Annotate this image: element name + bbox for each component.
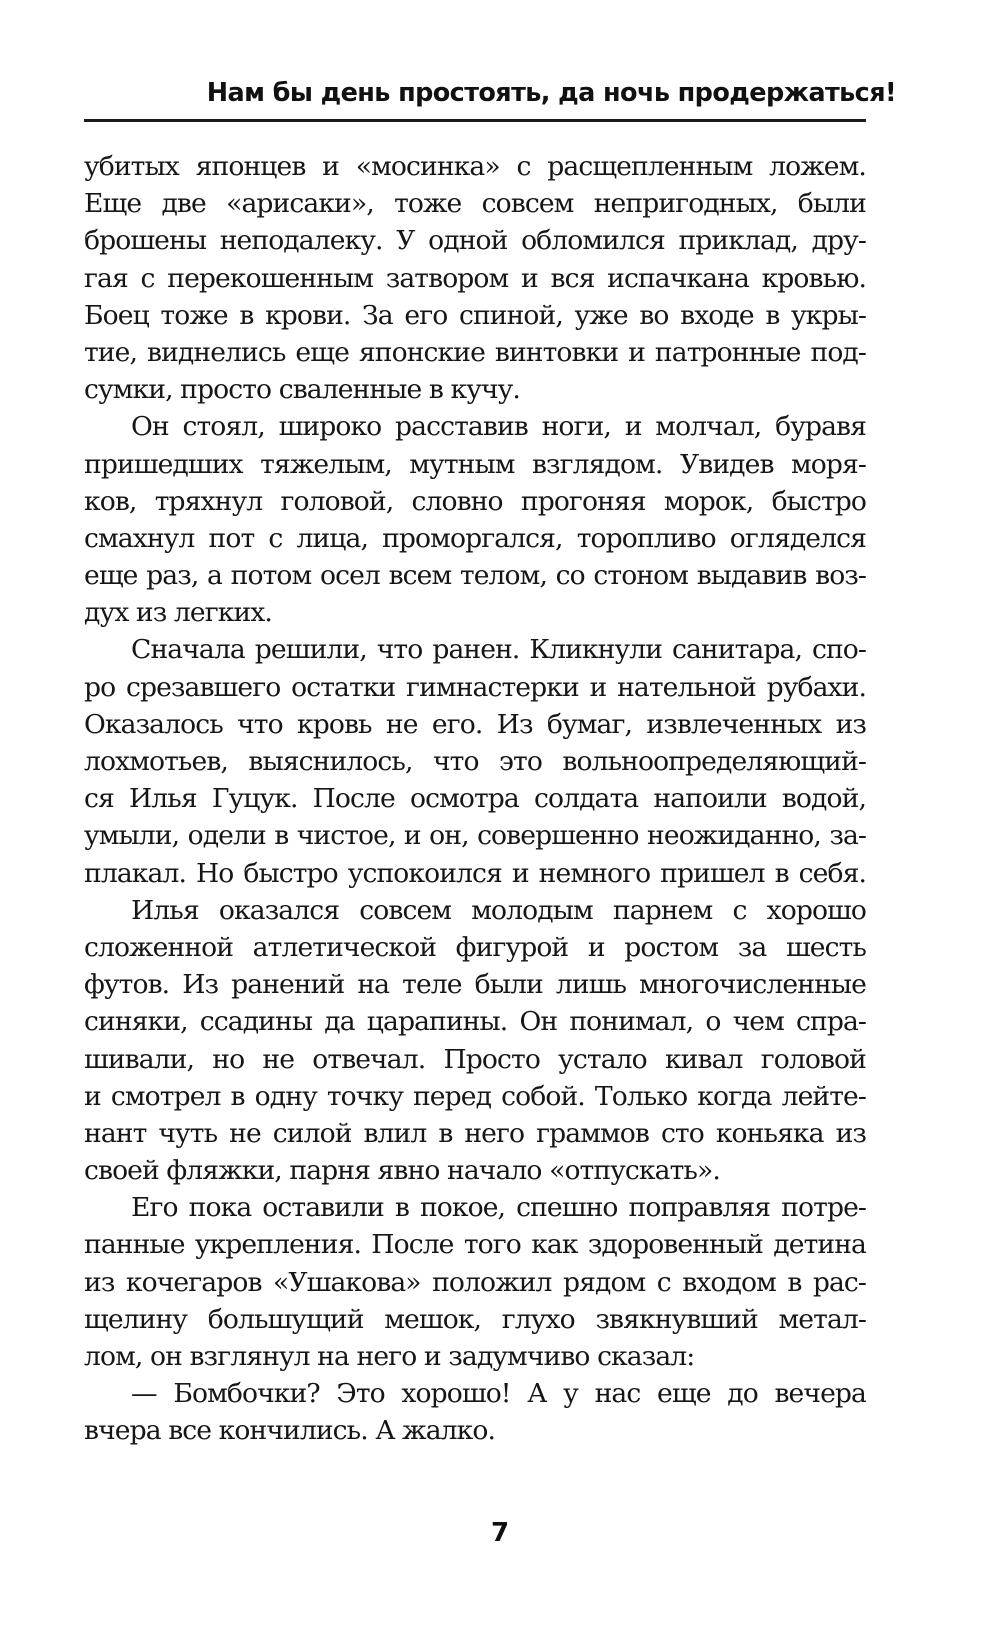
text-line: ся Илья Гуцук. После осмотра солдата напоили водой,: [84, 783, 866, 815]
text-line: убитых японцев и «мосинка» с расщепленным ложем.: [84, 151, 866, 182]
header-rule: [84, 119, 866, 122]
text-line: из кочегаров «Ушакова» положил рядом с входом в рас-: [84, 1266, 866, 1298]
text-line: Его пока оставили в покое, спешно поправляя потре-: [131, 1192, 866, 1224]
page-number: 7: [490, 1518, 510, 1548]
text-line: нант чуть не силой влил в него граммов сто коньяка из: [84, 1117, 866, 1149]
text-line: панные укрепления. После того как здоровенный детина: [84, 1229, 866, 1261]
text-line: ков, тряхнул головой, словно прогоняя морок, быстро: [84, 485, 866, 517]
text-line: смахнул пот с лица, проморгался, торопливо огляделся: [84, 522, 866, 554]
text-line: синяки, ссадины да царапины. Он понимал, о чем спра-: [84, 1006, 866, 1038]
text-line: пришедших тяжелым, мутным взглядом. Увидев моря-: [84, 448, 866, 480]
text-line: Оказалось что кровь не его. Из бумаг, извлеченных из: [84, 708, 866, 740]
text-line: шивали, но не отвечал. Просто устало кивал головой: [84, 1043, 866, 1075]
text-line: Сначала решили, что ранен. Кликнули санитара, спо-: [131, 634, 866, 666]
text-line: футов. Из ранений на теле были лишь многочисленные: [84, 969, 866, 1001]
text-line: Он стоял, широко расставив ноги, и молчал, буравя: [131, 411, 866, 443]
text-line: ро срезавшего остатки гимнастерки и нательной рубахи.: [84, 671, 866, 703]
text-line: лом, он взглянул на него и задумчиво сказал:: [84, 1341, 695, 1372]
text-line: брошены неподалеку. У одной обломился приклад, дру-: [84, 225, 866, 257]
text-line: плакал. Но быстро успокоился и немного пришел в себя.: [84, 857, 866, 889]
text-line: сумки, просто сваленные в кучу.: [84, 374, 520, 406]
dialogue-line: — Бомбочки? Это хорошо! А у нас еще до вечера: [131, 1378, 866, 1410]
text-line: щелину большущий мешок, глухо звякнувший метал-: [84, 1303, 866, 1335]
running-header: Нам бы день простоять, да ночь продержаться!: [206, 78, 896, 108]
text-line: гая с перекошенным затвором и вся испачкана кровью.: [84, 262, 866, 294]
body-text: [84, 148, 866, 1450]
text-line: Боец тоже в крови. За его спиной, уже во входе в укры-: [84, 299, 866, 331]
text-line: Еще две «арисаки», тоже совсем непригодных, были: [84, 188, 866, 220]
dialogue-line: вчера все кончились. А жалко.: [84, 1415, 496, 1447]
text-line: Илья оказался совсем молодым парнем с хорошо: [131, 894, 866, 926]
text-line: и смотрел в одну точку перед собой. Только когда лейте-: [84, 1080, 866, 1112]
text-line: сложенной атлетической фигурой и ростом за шесть: [84, 931, 866, 963]
text-line: своей фляжки, парня явно начало «отпускать».: [84, 1155, 720, 1187]
text-line: тие, виднелись еще японские винтовки и патронные под-: [84, 336, 866, 368]
text-line: умыли, одели в чистое, и он, совершенно неожиданно, за-: [84, 820, 866, 852]
text-line: еще раз, а потом осел всем телом, со стоном выдавив воз-: [84, 560, 866, 592]
text-line: лохмотьев, выяснилось, что это вольноопределяющий-: [84, 746, 866, 777]
text-line: дух из легких.: [84, 597, 272, 629]
